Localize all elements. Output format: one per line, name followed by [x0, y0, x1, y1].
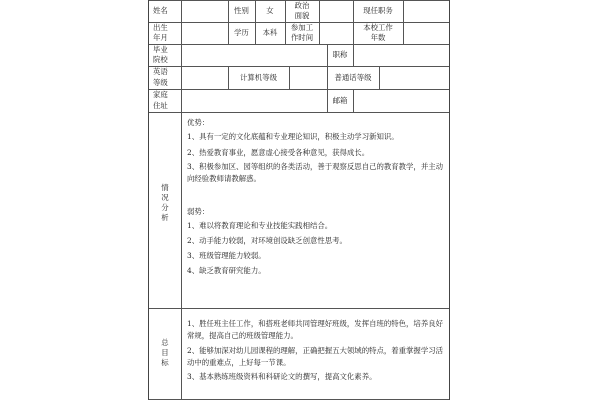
- name-label: 姓名: [153, 6, 168, 15]
- english-level-label-line2: 等级: [153, 78, 168, 87]
- table-rule: [149, 89, 449, 90]
- computer-level-label: 计算机等级: [240, 73, 277, 82]
- weaknesses-title: 弱势：: [187, 207, 210, 216]
- tenure-label-line2: 年数: [370, 33, 386, 42]
- work-start-label-line1: 参加工: [290, 23, 314, 32]
- home-address-label-line1: 家庭: [153, 90, 168, 99]
- table-rule: [149, 308, 449, 309]
- home-address-label-line2: 住址: [153, 101, 168, 110]
- table-rule: [379, 66, 380, 89]
- tenure-label-line1: 本校工作: [363, 23, 393, 32]
- strengths-title: 优势：: [187, 118, 210, 127]
- current-position-label: 现任职务: [363, 6, 393, 15]
- table-rule: [353, 44, 354, 66]
- gender-label: 性别: [234, 6, 249, 15]
- graduate-school-label-line2: 院校: [153, 55, 168, 64]
- work-start-label-line2: 作时间: [290, 33, 314, 42]
- title-label: 职称: [332, 50, 348, 59]
- teacher-development-form: [148, 0, 450, 400]
- strength-item: 2、热爱教育事业，愿意虚心接受各种意见，获得成长。: [187, 148, 370, 157]
- education-label: 学历: [234, 28, 249, 37]
- goal-item: 3、基本熟练班级资料和科研论文的撰写，提高文化素养。: [187, 372, 377, 381]
- gender-value: 女: [266, 6, 274, 15]
- table-rule: [289, 66, 290, 89]
- graduate-school-label-line1: 毕业: [153, 45, 168, 54]
- mandarin-level-label: 普通话等级: [334, 73, 372, 82]
- weakness-item: 4、缺乏教育研究能力。: [187, 266, 266, 275]
- table-rule: [149, 44, 449, 45]
- goal-item: 1、胜任班主任工作，和搭班老师共同管理好班级，发挥自班的特色，培养良好常规，提高自己的班级管理能力。: [187, 319, 443, 340]
- english-level-label-line1: 英语: [153, 67, 168, 76]
- strength-item: 3、积极参加区、园等组织的各类活动，善于观察反思自己的教育教学，并主动向经验教师请教解惑。: [187, 162, 443, 183]
- table-rule: [181, 0, 182, 400]
- weakness-item: 3、班级管理能力较弱。: [187, 251, 266, 260]
- goal-item: 2、能够加深对幼儿园课程的理解，正确把握五大领域的特点，着重掌握学习活动中的重难点，上好每一节课。: [187, 346, 443, 367]
- email-label: 邮箱: [332, 96, 348, 105]
- situation-analysis-label: 情 况 分 析: [161, 183, 169, 222]
- table-rule: [353, 89, 354, 112]
- weakness-item: 1、难以将教育理论和专业技能实践相结合。: [187, 221, 333, 230]
- table-rule: [403, 0, 404, 44]
- weakness-item: 2、动手能力较弱，对环境创设缺乏创意性思考。: [187, 236, 347, 245]
- political-label-line1: 政治: [294, 1, 310, 10]
- education-value: 本科: [262, 28, 278, 37]
- overall-goals-label: 总 目 标: [161, 338, 169, 367]
- birth-label-line2: 年月: [153, 33, 168, 42]
- birth-label-line1: 出生: [153, 23, 168, 32]
- strength-item: 1、具有一定的文化底蕴和专业理论知识，积极主动学习新知识。: [187, 132, 399, 141]
- table-rule: [149, 66, 449, 67]
- political-label-line2: 面貌: [294, 11, 310, 20]
- table-rule: [319, 0, 320, 44]
- table-rule: [149, 112, 449, 113]
